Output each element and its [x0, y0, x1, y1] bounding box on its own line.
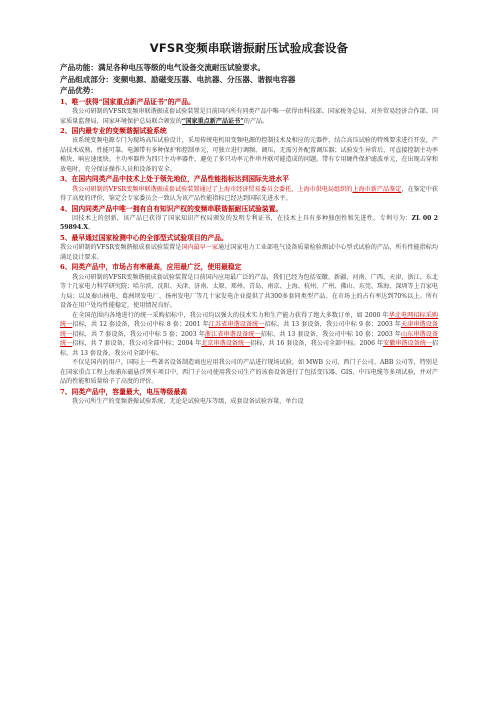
tender-link[interactable]: 安徽串谐设备统一 — [383, 340, 432, 348]
section-5-highlight: 国内最早一家 — [181, 244, 218, 252]
section-5-text-end: 通过国家电力工业部电气设备质量检验测试中心型式试验的产品，所有性能指标均满足设计要求。 — [60, 244, 438, 261]
section-4-heading — [60, 204, 438, 214]
section-4-heading-b: 唯一 — [119, 204, 133, 213]
tender-link[interactable]: 华北电网招标采购统一 — [60, 311, 439, 329]
section-1-heading: 1、唯一获得“国家重点新产品证书”的产品。 — [60, 97, 195, 106]
tender-text: 招标，共 13 套设备，我公司全部中标。 — [60, 340, 439, 357]
section-5-heading — [60, 233, 438, 243]
section-4-paragraph — [60, 214, 438, 233]
section-4-heading-c: 拥有自有知识产权的变频串联谐振耐压试验装置。 — [132, 204, 283, 213]
section-6-percent: 70% — [393, 292, 408, 300]
section-2-paragraph: 该系统变频电源专门为现场高压试验设计，采用传统电机用变频电源的控制技术及相应的元器件，结合高压试验的特殊要求进行开发，产品技术成熟，性能可靠。电源带有多种保护和控制单元，可独立进行调频、调压，无需另外配置调压器；试验发生异常后，可直接控制主功率模块，响应速度快。主功率器件为四只主功率器件，避免了多只功率元件串并联可能造成的问题。带有专用硬件保护滤波单元，在出现击穿和放电时，充分保证操作人员和设备的安全。 — [60, 137, 438, 173]
tender-text: 招标，共 13 套设备，我公司中标 10 套；2003 年 — [260, 330, 401, 338]
section-3-appraisal-link[interactable]: 上海市新产品鉴定 — [352, 185, 402, 193]
section-7-paragraph: 我公司所生产的变频谐振试验系统，无论是试验电压等级，成套设备试验容量，单台设 — [72, 397, 304, 405]
section-6-text-end: 以上。所有设备在用户处均性能稳定，使用情况良好。 — [60, 292, 439, 310]
section-4-text: 因技术上的创新，该产品已获得了国家知识产权局颁发的发明专利证书，在技术上具有多种独创性和先进性。专利号为： — [72, 214, 412, 222]
product-advantages-label: 产品优势： — [60, 86, 98, 96]
section-6-paragraph-1 — [60, 273, 438, 311]
section-5-paragraph — [60, 243, 438, 262]
section-1-paragraph — [60, 107, 438, 126]
section-4-text-end: 。 — [88, 224, 95, 232]
section-1-certificate: “国家重点新产品证书” — [181, 117, 244, 125]
product-function — [60, 62, 438, 74]
section-2-heading: 2、国内最专业的变频谐振试验系统 — [60, 127, 167, 136]
tender-text: 招标，共 7 套设备，我公司全部中标；2004 年 — [72, 340, 202, 348]
section-1-text-end: 的产品。 — [243, 117, 269, 125]
product-function-label: 产品功能： — [60, 63, 98, 72]
section-6-count: 300 — [270, 292, 283, 300]
section-5-heading-b: 最早 — [71, 233, 86, 242]
section-1-text: 我公司研制的VFSR变频串联谐振成套试验装置是目前国内所有同类产品中唯一获得由科技部、国家税务总局、对外贸易经济合作部、国家质量监督局、国家环境保护总局联合颁发的 — [60, 108, 438, 125]
tender-text: 招标，共 12 套设备，我公司中标 8 套；2001 年 — [72, 321, 209, 329]
section-3-heading: 3、在国内同类产品中技术上处于领先地位，产品性能指标达到国际先进水平 — [60, 175, 290, 184]
tender-link[interactable]: 北京串谐设备统一 — [201, 340, 251, 348]
section-6-paragraph-2 — [60, 311, 438, 359]
tender-link[interactable]: 天津串谐设备统一 — [60, 321, 439, 338]
product-composition — [60, 74, 438, 86]
tender-text: 招标，共 13 套设备，我公司中标 9 套；2003 年 — [264, 321, 401, 329]
tender-link[interactable]: 山东串谐设备统一 — [60, 330, 439, 348]
tender-text: 招标，共 16 套设备，我公司全部中标。2006 年 — [250, 340, 384, 348]
section-3-paragraph — [60, 185, 438, 204]
section-5-heading-a: 5、 — [60, 233, 72, 242]
product-composition-text: 变频电源、励磁变压器、电抗器、分压器、谐振电容器 — [113, 74, 296, 84]
section-3-text: 我公司研制的VFSR变频串联谐振成套试验装置通过了上海市经济贸易委员会委托，上海市供电局组织的 — [72, 185, 353, 193]
tender-link[interactable]: 江苏省串谐设备统一 — [208, 321, 265, 329]
section-6-text-mid: 多套同类型产品。在市场上的占有率达到 — [282, 292, 394, 300]
document-title: VFSR变频串联谐振耐压试验成套设备 — [149, 41, 349, 55]
tender-link[interactable]: 浙江省串谐设备统一 — [204, 330, 261, 338]
section-6-heading: 6、同类产品中，市场占有率最高，应用最广泛，使用最稳定 — [60, 263, 242, 272]
section-4-patent-number: ZL 00 2 59894.X — [60, 214, 438, 232]
product-composition-label: 产品组成部分： — [60, 74, 114, 84]
section-6-paragraph-3: 不仅是国内的用户，国际上一些著名设备制造商也应用我公司的产品进行现场试验，如 MWB 公司、西门子公司、ABB 公司等，特别是在国家重点工程上海浦东磁悬浮列车项目中，西门子公司使用我公司生产的该套设备进行了包括变压器、GIS、中压电缆等多项试验，并对产品的性能和质量给予了高度的评价。 — [60, 359, 438, 386]
section-4-heading-a: 4、国内同类产品中 — [60, 204, 120, 213]
tender-text: 招标，共 7 套设备，我公司中标 5 套；2003 年 — [72, 330, 205, 338]
tender-text: 在全国范围内各地进行的统一采购招标中，我公司均以强大的技术实力和生产能力获得了绝大多数订单，如 2000 年 — [72, 311, 389, 319]
section-6-text: 我公司研制的VFSR变频谐振成套试验装置是目前国内应用最广泛的产品，我们已经为包括安徽、新疆、河南、广西、天津、浙江、东北等十几家电力科学研究院；哈尔滨、沈阳、天津、济南、太原、郑州、青岛、南京、上海、杭州、广州、佛山、东莞、珠海、深圳等上百家电力局；以及秦山核电、葛洲坝发电厂、扬州发电厂等几十家发电企业提供了共 — [60, 273, 438, 300]
section-7-heading: 7、同类产品中，容量最大，电压等级最高 — [60, 387, 188, 396]
section-3-text-end: ，在鉴定中获得了高度的评价，鉴定会专家委员会一致认为该产品性能指标已经达到国际先进水平。 — [60, 185, 439, 203]
product-function-text: 满足各种电压等级的电气设备交流耐压试验要求。 — [97, 63, 266, 72]
section-5-text: 我公司研制的VFSR变频谐振成套试验装置是 — [60, 244, 182, 252]
section-5-heading-c: 通过国家检测中心的全部型式试验项目的产品。 — [85, 233, 228, 242]
